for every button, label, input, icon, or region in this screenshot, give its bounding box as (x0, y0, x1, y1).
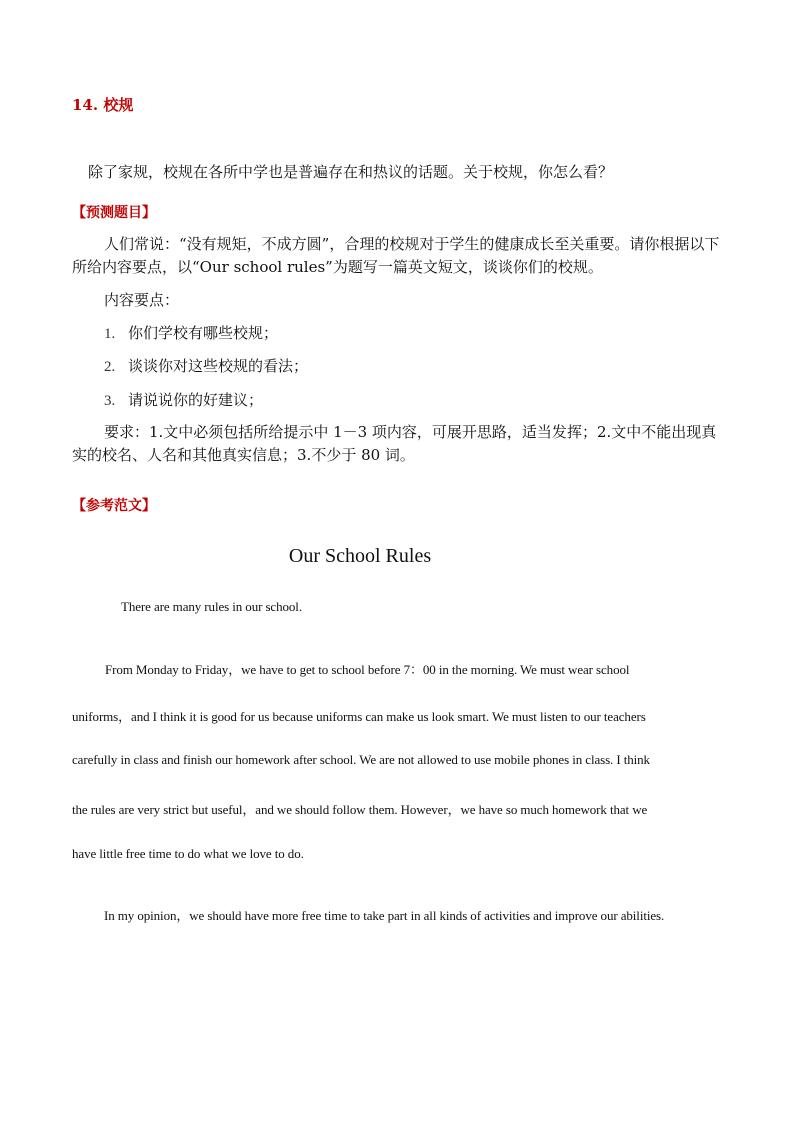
essay-line: In my opinion，we should have more free time to take part in all kinds of activities and improve our abilities. (104, 908, 665, 923)
point-text: 谈谈你对这些校规的看法； (128, 357, 309, 375)
essay-line: carefully in class and finish our homework after school. We are not allowed to use mobile phones in class. I think (72, 752, 650, 767)
section-reference-title: 【参考范文】 (72, 498, 156, 514)
point-number: 2. (104, 359, 116, 375)
essay-line: have little free time to do what we love to do. (72, 846, 304, 861)
point-number: 1. (104, 326, 116, 342)
essay-line: From Monday to Friday，we have to get to school before 7：00 in the morning. We must wear school (105, 662, 630, 677)
essay-title: Our School Rules (288, 545, 432, 567)
section-prediction-title: 【预测题目】 (72, 205, 156, 221)
essay-line: uniforms，and I think it is good for us because uniforms can make us look smart. We must listen to our teachers (72, 709, 646, 724)
point-text: 请说说你的好建议； (128, 391, 264, 409)
prompt-paragraph: 人们常说：“没有规矩，不成方圆”，合理的校规对于学生的健康成长至关重要。请你根据以下所给内容要点，以“Our school rules”为题写一篇英文短文，谈谈你们的校规。 (72, 235, 720, 276)
essay-line: There are many rules in our school. (121, 599, 302, 614)
points-label: 内容要点： (104, 291, 180, 309)
point-number: 3. (104, 393, 116, 409)
requirements-paragraph: 要求：1.文中必须包括所给提示中 1－3 项内容，可展开思路，适当发挥；2.文中不能出现真实的校名、人名和其他真实信息；3.不少于 80 词。 (72, 423, 717, 464)
point-text: 你们学校有哪些校规； (128, 324, 279, 342)
point-item (104, 322, 278, 343)
question-heading: 14. 校规 (72, 96, 134, 114)
point-item (104, 389, 263, 410)
essay-line: the rules are very strict but useful，and we should follow them. However，we have so much homework that we (72, 802, 648, 817)
intro-paragraph: 除了家规，校规在各所中学也是普遍存在和热议的话题。关于校规，你怎么看？ (88, 163, 614, 181)
point-item (104, 355, 308, 376)
